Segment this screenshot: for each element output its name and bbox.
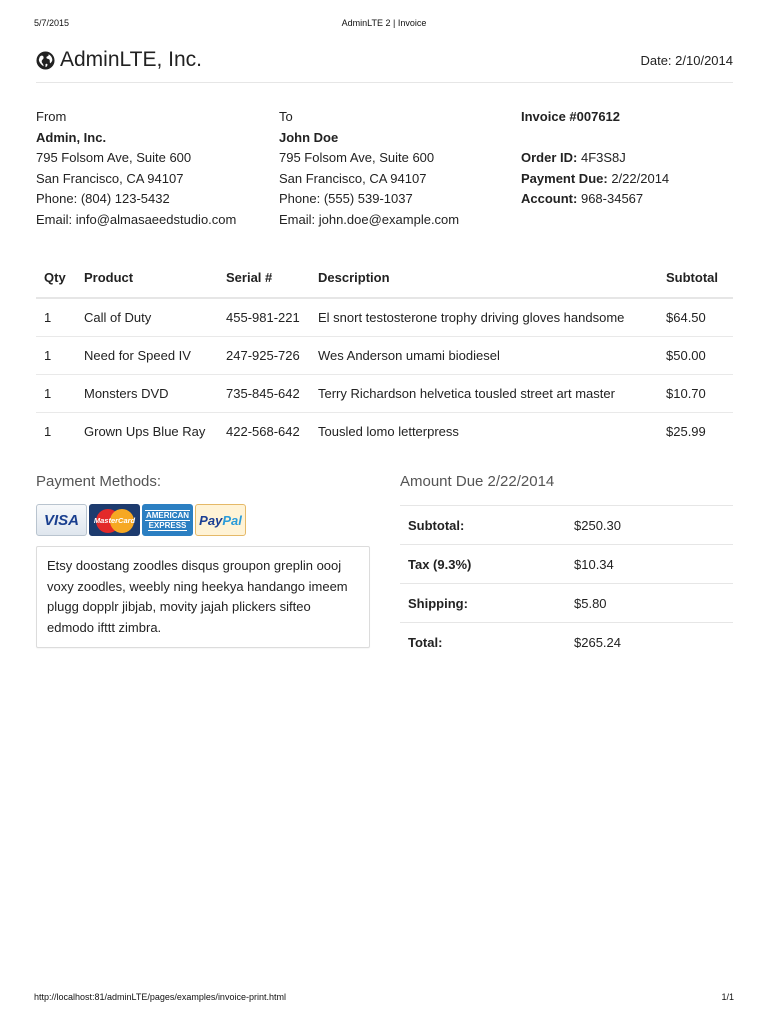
globe-icon	[36, 51, 55, 70]
amount-due-title: Amount Due 2/22/2014	[400, 473, 555, 490]
order-id-value: 4F3S8J	[580, 150, 626, 166]
to-name: John Doe	[279, 129, 339, 145]
totals-row-shipping	[400, 584, 733, 623]
item-subtotal: $64.50	[666, 310, 706, 325]
from-address-line2: San Francisco, CA 94107	[36, 170, 184, 186]
items-table	[36, 257, 733, 450]
item-subtotal: $10.70	[658, 375, 733, 413]
totals-table	[400, 505, 733, 661]
visa-icon	[36, 504, 87, 536]
payment-note: Etsy doostang zoodles disqus groupon greplin oooj voxy zoodles, weebly ning heekya handango imeem plugg dopplr jibjab, movity jajah plickers sifteo edmodo ifttt zimbra.	[36, 546, 370, 648]
to-address	[279, 107, 459, 231]
item-subtotal: $50.00	[658, 337, 733, 375]
visa-label: VISA	[43, 511, 79, 529]
mastercard-icon	[89, 504, 140, 536]
shipping-value: $5.80	[566, 584, 733, 623]
print-title: AdminLTE 2 | Invoice	[341, 18, 427, 28]
subtotal-label: Subtotal:	[400, 506, 566, 545]
header-qty: Qty	[36, 257, 76, 298]
invoice-info	[36, 107, 733, 257]
item-serial: 735-845-642	[218, 375, 310, 413]
print-date: 5/7/2015	[34, 18, 70, 28]
item-product: Monsters DVD	[76, 375, 218, 413]
header-subtotal: Subtotal	[658, 257, 733, 298]
item-description: El snort testosterone trophy driving gloves handsome	[318, 310, 625, 325]
items-header-row	[36, 257, 733, 298]
to-email: Email: john.doe@example.com	[279, 211, 460, 227]
tax-label: Tax (9.3%)	[400, 545, 566, 584]
tax-value: $10.34	[566, 545, 733, 584]
item-product: Call of Duty	[84, 310, 152, 325]
invoice-summary	[36, 472, 733, 712]
invoice-details	[521, 107, 669, 210]
item-description: Terry Richardson helvetica tousled street art master	[310, 375, 658, 413]
invoice-page	[36, 44, 733, 712]
totals-row-tax	[400, 545, 733, 584]
american-express-icon	[142, 504, 193, 536]
table-row	[36, 298, 733, 337]
print-page-number: 1/1	[721, 992, 734, 1002]
to-label: To	[279, 109, 293, 124]
subtotal-value: $250.30	[566, 506, 733, 545]
payment-methods-title: Payment Methods:	[36, 473, 162, 490]
paypal-label-part1: Pay	[199, 512, 223, 528]
to-phone: Phone: (555) 539-1037	[279, 191, 413, 207]
item-subtotal: $25.99	[658, 413, 733, 451]
company-name: AdminLTE, Inc.	[60, 48, 202, 71]
totals-row-total	[400, 623, 733, 662]
item-qty: 1	[44, 310, 52, 325]
to-address-line2: San Francisco, CA 94107	[279, 170, 427, 186]
from-address	[36, 107, 236, 231]
table-row	[36, 375, 733, 413]
shipping-label: Shipping:	[400, 584, 566, 623]
print-url: http://localhost:81/adminLTE/pages/examples/invoice-print.html	[34, 992, 286, 1002]
amount-due	[400, 472, 733, 661]
paypal-label-part2: Pal	[222, 512, 242, 528]
item-serial: 422-568-642	[218, 413, 310, 451]
invoice-number: Invoice #007612	[521, 109, 621, 124]
order-id-label: Order ID:	[521, 150, 578, 166]
print-footer	[34, 992, 734, 1006]
total-label: Total:	[400, 623, 566, 662]
totals-row-subtotal	[400, 506, 733, 545]
paypal-icon	[195, 504, 246, 536]
invoice-date: Date: 2/10/2014	[640, 53, 733, 68]
item-serial: 247-925-726	[218, 337, 310, 375]
table-row	[36, 337, 733, 375]
item-qty: 1	[36, 413, 76, 451]
header-description: Description	[310, 257, 658, 298]
from-email: Email: info@almasaeedstudio.com	[36, 211, 237, 227]
invoice-header	[36, 44, 733, 83]
amex-label-line1: AMERICAN	[145, 510, 190, 520]
from-name: Admin, Inc.	[36, 129, 107, 145]
mastercard-label: MasterCard	[93, 515, 136, 525]
company-brand	[36, 48, 202, 72]
from-label: From	[36, 109, 67, 124]
print-header	[34, 18, 734, 32]
item-product: Grown Ups Blue Ray	[76, 413, 218, 451]
account-value: 968-34567	[580, 191, 644, 207]
table-row	[36, 413, 733, 451]
from-phone: Phone: (804) 123-5432	[36, 191, 170, 207]
header-product: Product	[76, 257, 218, 298]
to-address-line1: 795 Folsom Ave, Suite 600	[279, 150, 435, 166]
item-qty: 1	[36, 375, 76, 413]
payment-methods	[36, 472, 370, 648]
item-qty: 1	[36, 337, 76, 375]
from-address-line1: 795 Folsom Ave, Suite 600	[36, 150, 192, 166]
item-product: Need for Speed IV	[76, 337, 218, 375]
item-description: Tousled lomo letterpress	[310, 413, 658, 451]
payment-due-value: 2/22/2014	[611, 170, 670, 186]
payment-due-label: Payment Due:	[521, 170, 608, 186]
item-serial: 455-981-221	[226, 310, 300, 325]
total-value: $265.24	[566, 623, 733, 662]
header-serial: Serial #	[218, 257, 310, 298]
amex-label-line2: EXPRESS	[148, 520, 187, 530]
item-description: Wes Anderson umami biodiesel	[310, 337, 658, 375]
account-label: Account:	[521, 191, 578, 207]
payment-card-logos	[36, 504, 370, 536]
